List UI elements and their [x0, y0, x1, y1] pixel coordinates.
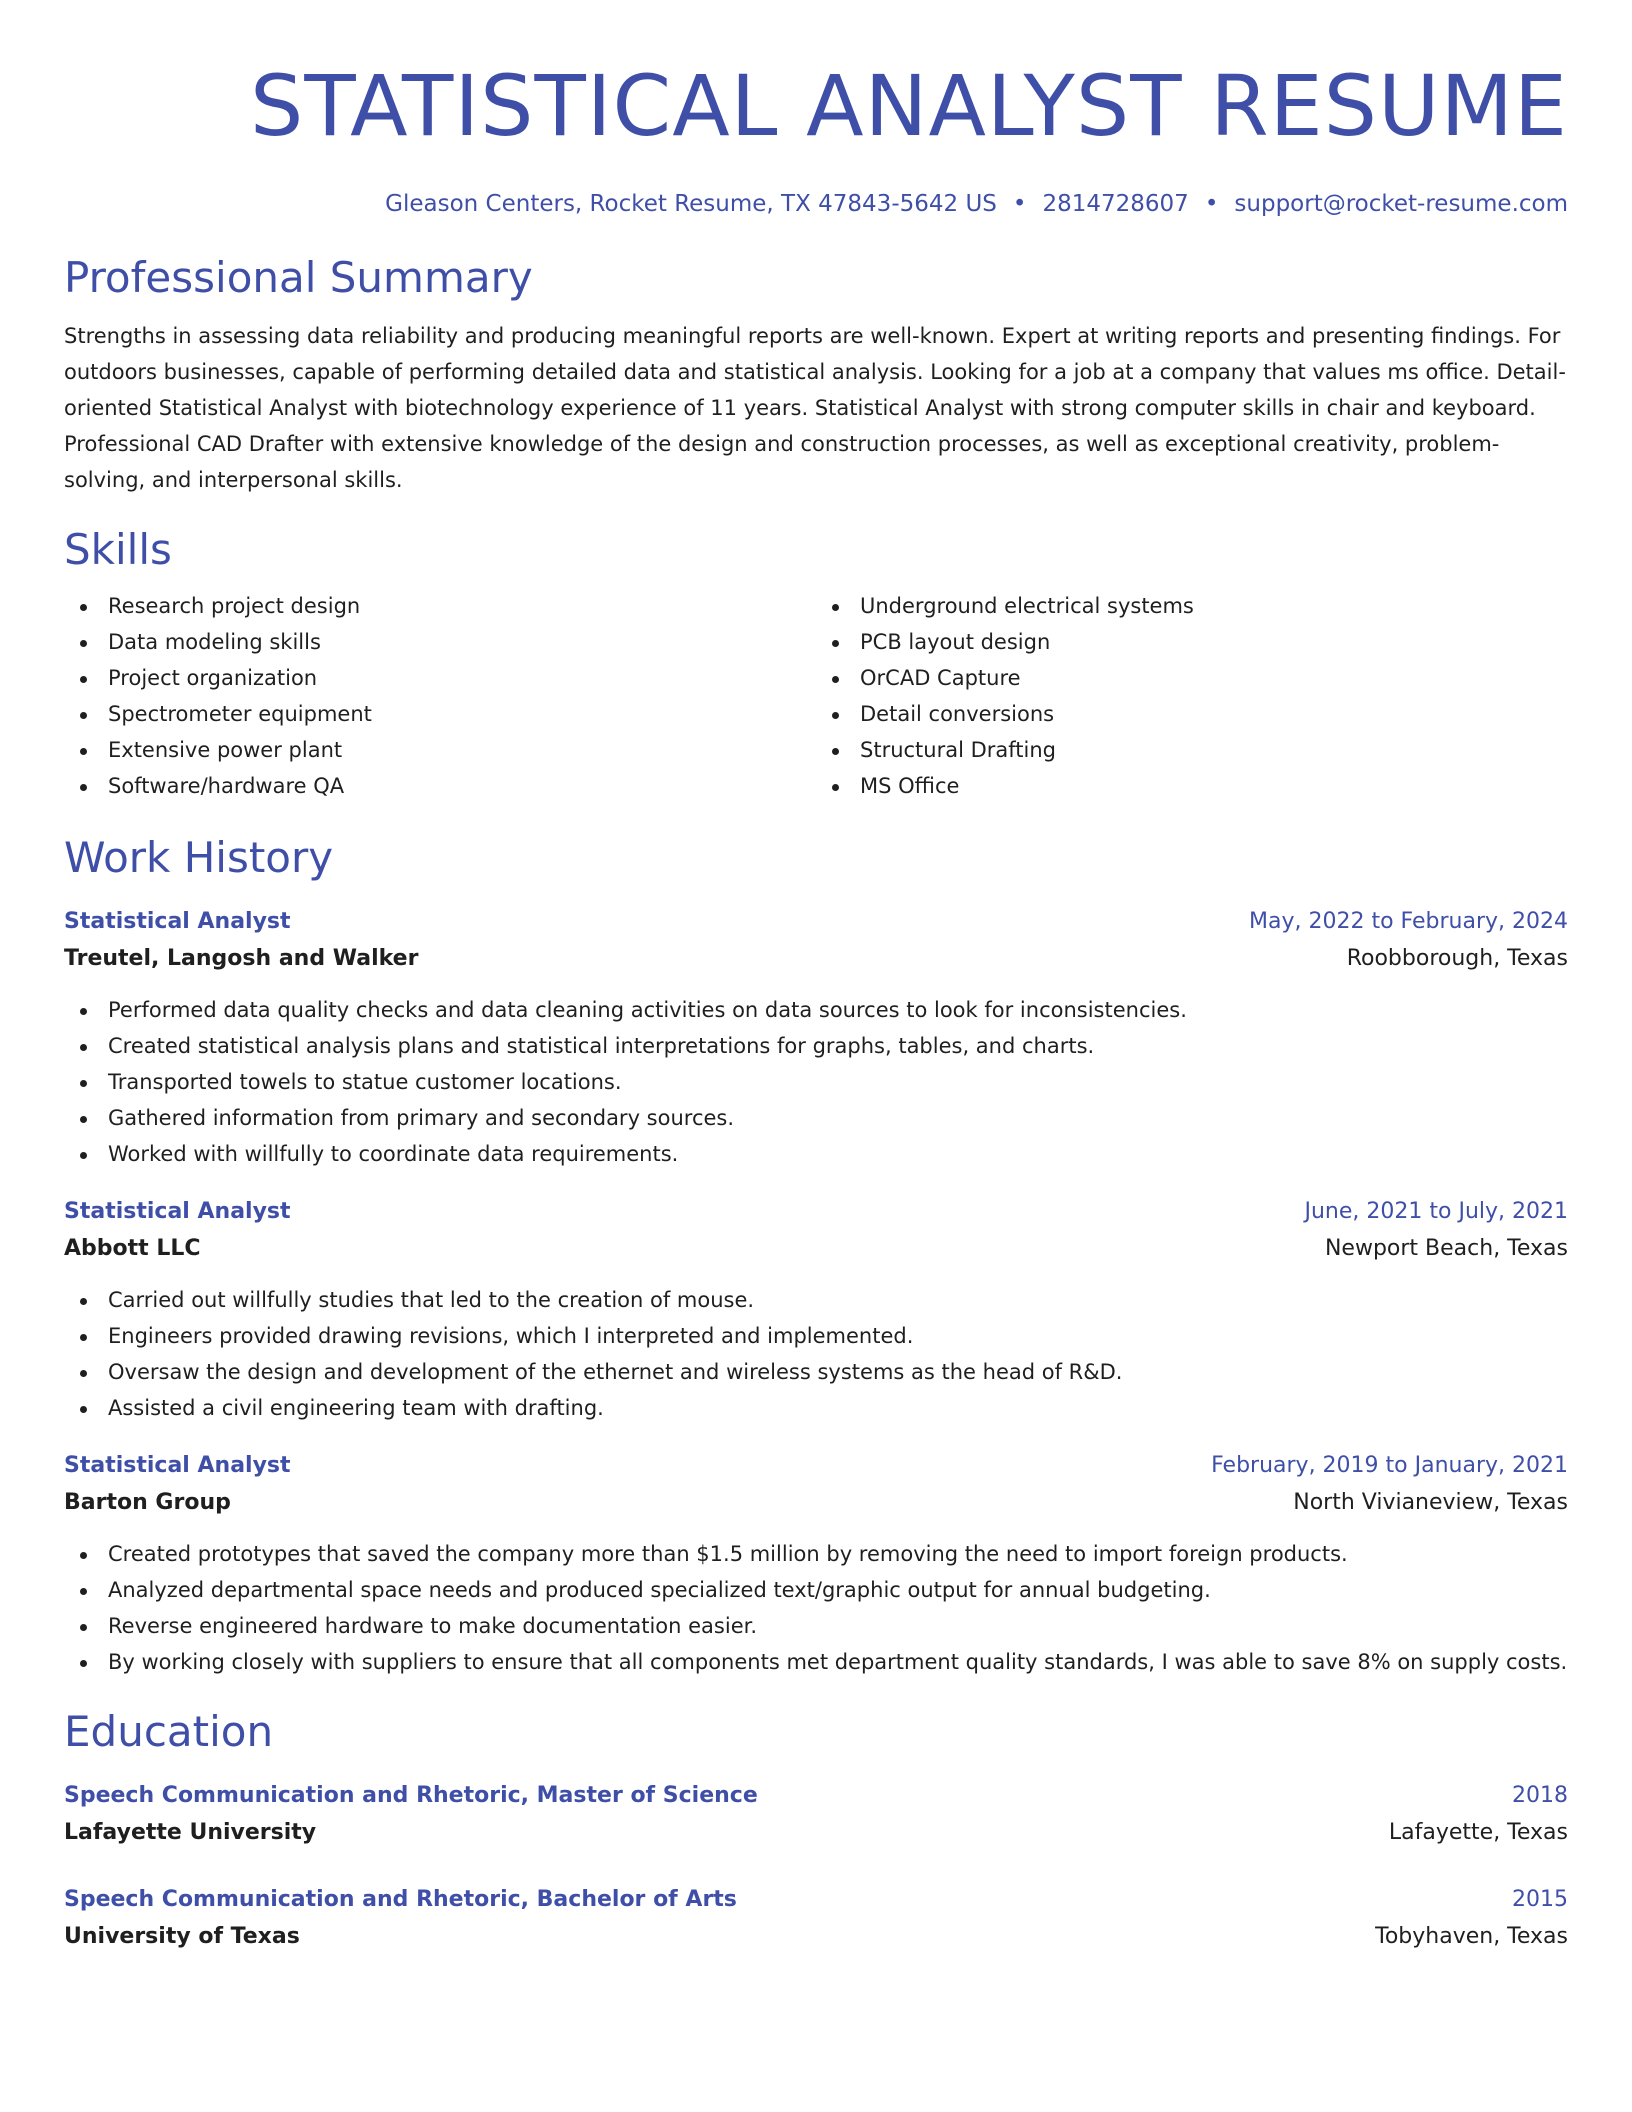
education-entry [64, 1778, 1568, 1852]
job-bullet: Reverse engineered hardware to make documentation easier. [64, 1608, 1568, 1644]
contact-address: Gleason Centers, Rocket Resume, TX 47843-5642 US [385, 191, 997, 217]
education-school: University of Texas [64, 1924, 300, 1949]
education-section [64, 1706, 1568, 1956]
education-year: 2015 [1512, 1887, 1568, 1912]
contact-line [64, 188, 1568, 220]
job-company: Abbott LLC [64, 1236, 201, 1261]
education-entry [64, 1882, 1568, 1956]
job-bullet: Performed data quality checks and data cleaning activities on data sources to look for inconsistencies. [64, 992, 1568, 1028]
job-title: Statistical Analyst [64, 1199, 291, 1224]
job-bullet: Engineers provided drawing revisions, which I interpreted and implemented. [64, 1318, 1568, 1354]
skill-item: Underground electrical systems [816, 588, 1568, 624]
job-company: Treutel, Langosh and Walker [64, 946, 419, 971]
skill-item: OrCAD Capture [816, 660, 1568, 696]
summary-section [64, 252, 1568, 498]
education-location: Lafayette, Texas [1388, 1820, 1568, 1845]
skill-item: Structural Drafting [816, 732, 1568, 768]
job-title-row [64, 1448, 1568, 1484]
job-bullet: Oversaw the design and development of the ethernet and wireless systems as the head of R&D. [64, 1354, 1568, 1390]
education-location: Tobyhaven, Texas [1375, 1924, 1568, 1949]
job-location: Newport Beach, Texas [1324, 1236, 1568, 1261]
contact-separator: • [1012, 191, 1027, 217]
job-bullet: By working closely with suppliers to ensure that all components met department quality standards, I was able to save 8% on supply costs. [64, 1644, 1568, 1680]
job-company-row [64, 1230, 1568, 1268]
job-bullets [64, 992, 1568, 1172]
job-location: North Vivianeview, Texas [1293, 1490, 1568, 1515]
job-entry [64, 904, 1568, 1172]
job-location: Roobborough, Texas [1346, 946, 1568, 971]
skills-column-left [64, 588, 816, 804]
work-history-heading: Work History [64, 833, 334, 882]
job-title-row [64, 904, 1568, 940]
job-bullets [64, 1536, 1568, 1680]
skill-item: Data modeling skills [64, 624, 816, 660]
skills-section [64, 524, 1568, 804]
education-school-row [64, 1918, 1568, 1956]
skills-grid [64, 588, 1568, 804]
skill-item: MS Office [816, 768, 1568, 804]
job-bullet: Created statistical analysis plans and statistical interpretations for graphs, tables, and charts. [64, 1028, 1568, 1064]
skill-item: Project organization [64, 660, 816, 696]
skill-item: Extensive power plant [64, 732, 816, 768]
summary-heading: Professional Summary [64, 253, 533, 302]
job-title: Statistical Analyst [64, 909, 291, 934]
skill-item: Spectrometer equipment [64, 696, 816, 732]
job-bullet: Assisted a civil engineering team with drafting. [64, 1390, 1568, 1426]
skill-item: Research project design [64, 588, 816, 624]
resume-header [64, 0, 1568, 220]
job-company-row [64, 940, 1568, 978]
job-bullet: Gathered information from primary and secondary sources. [64, 1100, 1568, 1136]
summary-text: Strengths in assessing data reliability and producing meaningful reports are well-known. Expert at writing reports and presenting findings. For outdoors businesses, capable of performing detailed data and statistical analysis. Looking for a job at a company that values ms office. Detail-oriented Statistical Analyst with biotechnology experience of 11 years. Statistical Analyst with strong computer skills in chair and keyboard. Professional CAD Drafter with extensive knowledge of the design and construction processes, as well as exceptional creativity, problem-solving, and interpersonal skills. [64, 324, 1566, 492]
education-degree: Speech Communication and Rhetoric, Bachelor of Arts [64, 1887, 737, 1912]
education-degree-row [64, 1778, 1568, 1814]
skills-list-left [64, 588, 816, 804]
job-entry [64, 1448, 1568, 1680]
skills-column-right [816, 588, 1568, 804]
job-dates: May, 2022 to February, 2024 [1249, 909, 1568, 934]
skill-item: PCB layout design [816, 624, 1568, 660]
education-degree-row [64, 1882, 1568, 1918]
education-heading: Education [64, 1707, 274, 1756]
job-bullet: Created prototypes that saved the company more than $1.5 million by removing the need to import foreign products. [64, 1536, 1568, 1572]
job-bullet: Worked with willfully to coordinate data requirements. [64, 1136, 1568, 1172]
job-dates: February, 2019 to January, 2021 [1211, 1453, 1568, 1478]
job-bullet: Transported towels to statue customer locations. [64, 1064, 1568, 1100]
work-history-section [64, 832, 1568, 1680]
skills-heading: Skills [64, 525, 172, 574]
skill-item: Detail conversions [816, 696, 1568, 732]
job-bullets [64, 1282, 1568, 1426]
contact-separator: • [1204, 191, 1219, 217]
education-school: Lafayette University [64, 1820, 317, 1845]
job-company: Barton Group [64, 1490, 231, 1515]
skill-item: Software/hardware QA [64, 768, 816, 804]
job-title: Statistical Analyst [64, 1453, 291, 1478]
job-entry [64, 1194, 1568, 1426]
education-degree: Speech Communication and Rhetoric, Master of Science [64, 1783, 758, 1808]
education-school-row [64, 1814, 1568, 1852]
contact-phone: 2814728607 [1042, 191, 1189, 217]
resume-title: STATISTICAL ANALYST RESUME [250, 57, 1568, 155]
job-bullet: Analyzed departmental space needs and produced specialized text/graphic output for annual budgeting. [64, 1572, 1568, 1608]
job-bullet: Carried out willfully studies that led to the creation of mouse. [64, 1282, 1568, 1318]
job-dates: June, 2021 to July, 2021 [1304, 1199, 1568, 1224]
job-company-row [64, 1484, 1568, 1522]
skills-list-right [816, 588, 1568, 804]
education-year: 2018 [1512, 1783, 1568, 1808]
job-title-row [64, 1194, 1568, 1230]
contact-email: support@rocket-resume.com [1234, 191, 1568, 217]
